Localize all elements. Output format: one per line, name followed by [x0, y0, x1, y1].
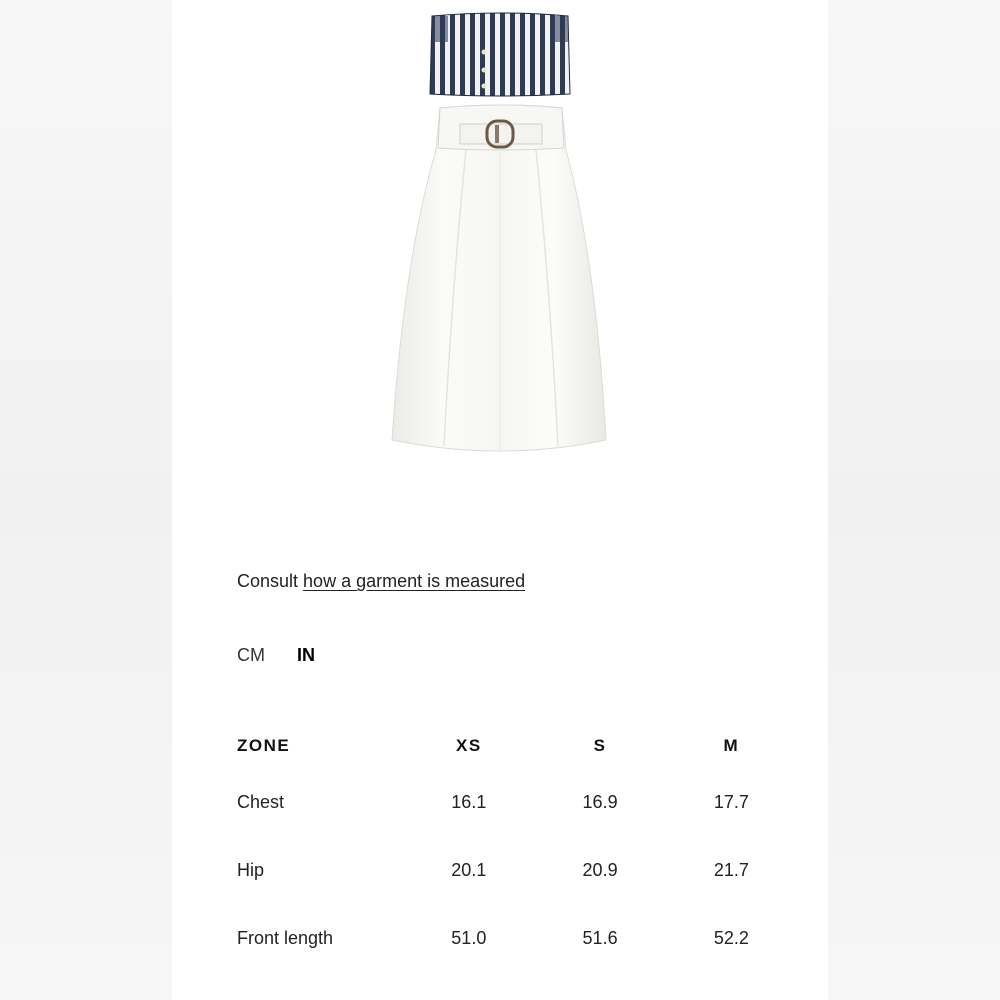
table-row: [237, 768, 797, 836]
product-image: [380, 0, 620, 470]
measure-guide-link[interactable]: how a garment is measured: [303, 571, 526, 591]
header-size-s: S: [593, 736, 607, 755]
cell-value: 16.9: [582, 791, 618, 812]
left-backdrop: [0, 0, 172, 1000]
table-row: [237, 836, 797, 904]
cell-value: 20.1: [451, 859, 487, 880]
row-zone-front-length: Front length: [237, 927, 334, 948]
cell-value: 16.1: [451, 791, 487, 812]
header-zone: ZONE: [237, 736, 291, 755]
cell-value: 21.7: [713, 859, 749, 880]
garment-illustration: [380, 0, 620, 470]
white-skirt: [392, 105, 606, 452]
unit-toggle: [237, 642, 315, 668]
row-zone-chest: Chest: [237, 791, 285, 812]
table-row: [237, 904, 797, 972]
table-header-row: [237, 724, 797, 768]
header-size-m: M: [723, 736, 740, 755]
cell-value: 51.6: [582, 927, 618, 948]
consult-text: [237, 568, 525, 594]
unit-option-cm[interactable]: CM: [237, 645, 265, 665]
cell-value: 51.0: [451, 927, 487, 948]
striped-top: [430, 13, 570, 96]
cell-value: 52.2: [713, 927, 749, 948]
unit-option-in[interactable]: IN: [297, 645, 315, 665]
cell-value: 17.7: [713, 791, 749, 812]
size-table: [237, 724, 797, 972]
consult-prefix: Consult: [237, 571, 299, 591]
header-size-xs: XS: [455, 736, 482, 755]
cell-value: 20.9: [582, 859, 618, 880]
row-zone-hip: Hip: [237, 859, 265, 880]
right-backdrop: [828, 0, 1000, 1000]
